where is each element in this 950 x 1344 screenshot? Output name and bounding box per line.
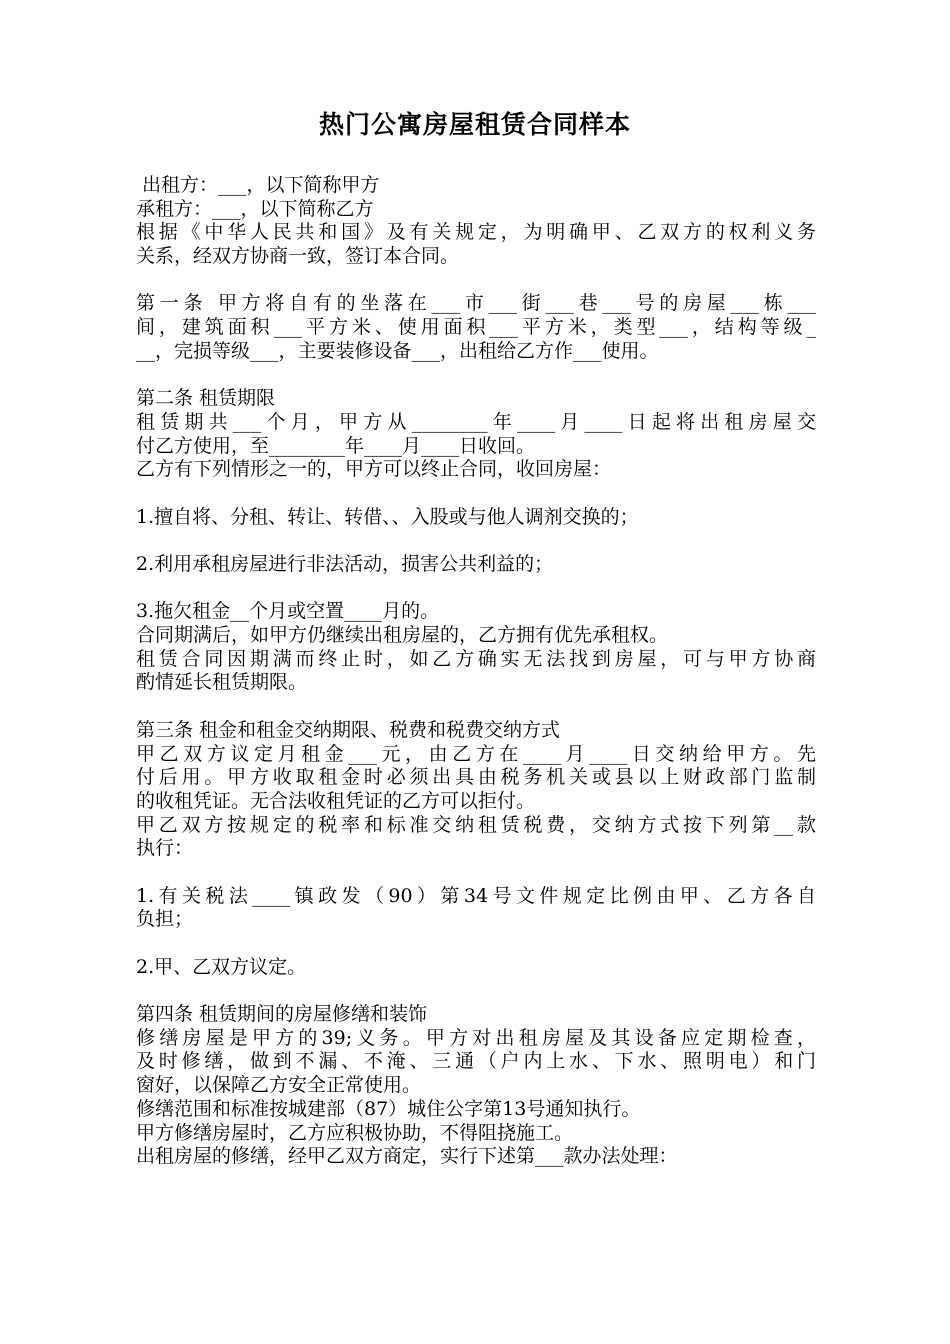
text-line: 的收租凭证。无合法收租凭证的乙方可以拒付。 [136,789,536,812]
text-line: 1.有关税法____镇政发（90）第34号文件规定比例由甲、乙方各自 [136,884,816,907]
text-line: 窗好，以保障乙方安全正常使用。 [136,1074,422,1097]
text-line: 出租房屋的修缮，经甲乙双方商定，实行下述第___款办法处理： [136,1145,678,1168]
text-line: 第一条 甲方将自有的坐落在___市___街___巷___号的房屋___栋___ [136,292,816,315]
text-line: 根据《中华人民共和国》及有关规定，为明确甲、乙双方的权利义务 [136,221,816,244]
document-title: 热门公寓房屋租赁合同样本 [318,110,631,139]
text-line: 甲乙双方按规定的税率和标准交纳租赁税费，交纳方式按下列第__款 [136,813,816,836]
text-line: 合同期满后，如甲方仍继续出租房屋的，乙方拥有优先承租权。 [136,624,669,647]
text-line: 第四条 租赁期间的房屋修缮和装饰 [136,1003,428,1026]
text-line: 付乙方使用，至________年____月____日收回。 [136,434,536,457]
text-line: 及时修缮，做到不漏、不淹、三通（户内上水、下水、照明电）和门 [136,1050,816,1073]
blank-line [136,695,816,719]
contract-body [136,174,816,1169]
blank-line [136,932,816,956]
text-line: 执行： [136,837,194,860]
text-line: 租赁期共___个月，甲方从________年____月____日起将出租房屋交 [136,410,816,433]
blank-line [136,269,816,293]
text-line: 甲乙双方议定月租金___元，由乙方在____月____日交纳给甲方。先 [136,742,816,765]
blank-line [136,979,816,1003]
blank-line [136,577,816,601]
blank-line [136,482,816,506]
text-line: 租赁合同因期满而终止时，如乙方确实无法找到房屋，可与甲方协商 [136,647,816,670]
blank-line [136,861,816,885]
text-line: 关系，经双方协商一致，签订本合同。 [136,245,460,268]
text-line: 第三条 租金和租金交纳期限、税费和税费交纳方式 [136,718,561,741]
text-line: __，完损等级___，主要装修设备___，出租给乙方作___使用。 [136,339,659,362]
text-line: 修缮范围和标准按城建部（87）城住公字第13号通知执行。 [136,1097,641,1120]
text-line: 甲方修缮房屋时，乙方应积极协助，不得阻挠施工。 [136,1121,574,1144]
text-line: 修缮房屋是甲方的39;义务。甲方对出租房屋及其设备应定期检查， [136,1026,816,1049]
blank-line [136,529,816,553]
text-line: 付后用。甲方收取租金时必须出具由税务机关或县以上财政部门监制 [136,766,816,789]
text-line: 乙方有下列情形之一的，甲方可以终止合同，收回房屋： [136,458,612,481]
text-line: 间，建筑面积___平方米、使用面积___平方米，类型___，结构等级_ [136,316,816,339]
text-line: 酌情延长租赁期限。 [136,671,308,694]
blank-line [136,364,816,388]
text-line: 2.甲、乙双方议定。 [136,955,307,978]
text-line: 3.拖欠租金__个月或空置____月的。 [136,600,440,623]
text-line: 承租方：___，以下简称乙方 [136,197,374,220]
text-line: 第二条 租赁期限 [136,387,276,410]
text-line: 2.利用承租房屋进行非法活动，损害公共利益的； [136,553,554,575]
text-line: 负担； [136,908,194,931]
text-line: 1.擅自将、分租、转让、转借、、入股或与他人调剂交换的； [136,505,639,528]
text-line: 出租方：___，以下简称甲方 [136,174,380,196]
